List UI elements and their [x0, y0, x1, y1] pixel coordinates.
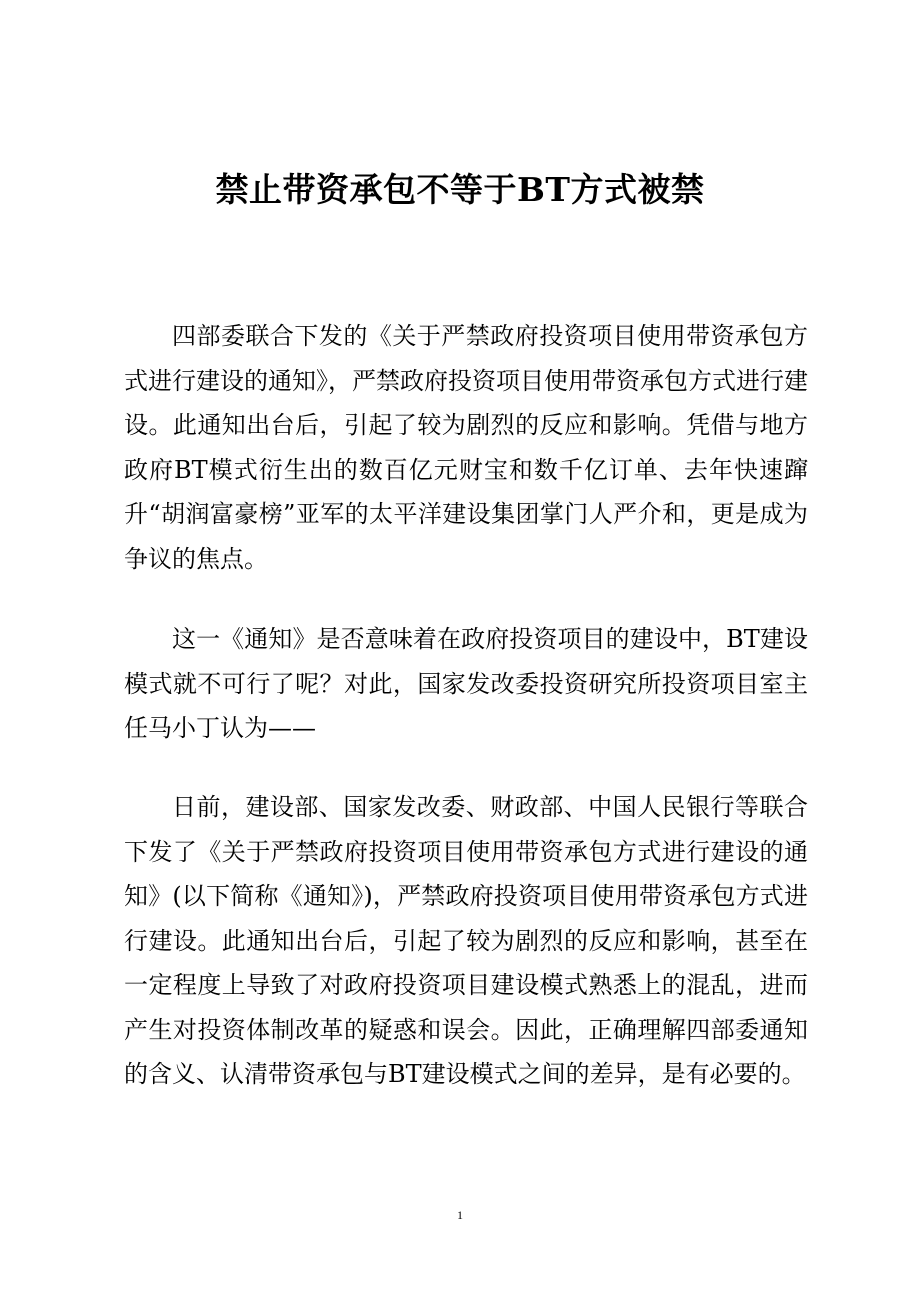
paragraph-1: 四部委联合下发的《关于严禁政府投资项目使用带资承包方式进行建设的通知》，严禁政府投资项目使用带资承包方式进行建设。此通知出台后，引起了较为剧烈的反应和影响。凭借与地方政府BT模式衍生出的数百亿元财宝和数千亿订单、去年快速蹿升“胡润富豪榜”亚军的太平洋建设集团掌门人严介和，更是成为争议的焦点。 [124, 322, 808, 573]
paragraph-2: 这一《通知》是否意味着在政府投资项目的建设中，BT建设模式就不可行了呢？对此，国家发改委投资研究所投资项目室主任马小丁认为—— [124, 625, 808, 742]
page-title: 禁止带资承包不等于BT方式被禁 [215, 170, 705, 209]
page-number: 1 [457, 1208, 463, 1222]
paragraph-3: 日前，建设部、国家发改委、财政部、中国人民银行等联合下发了《关于严禁政府投资项目使用带资承包方式进行建设的通知》(以下简称《通知》)，严禁政府投资项目使用带资承包方式进行建设。此通知出台后，引起了较为剧烈的反应和影响，甚至在一定程度上导致了对政府投资项目建设模式熟悉上的混乱，进而产生对投资体制改革的疑惑和误会。因此，正确理解四部委通知的含义、认清带资承包与BT建设模式之间的差异，是有必要的。 [124, 793, 808, 1088]
